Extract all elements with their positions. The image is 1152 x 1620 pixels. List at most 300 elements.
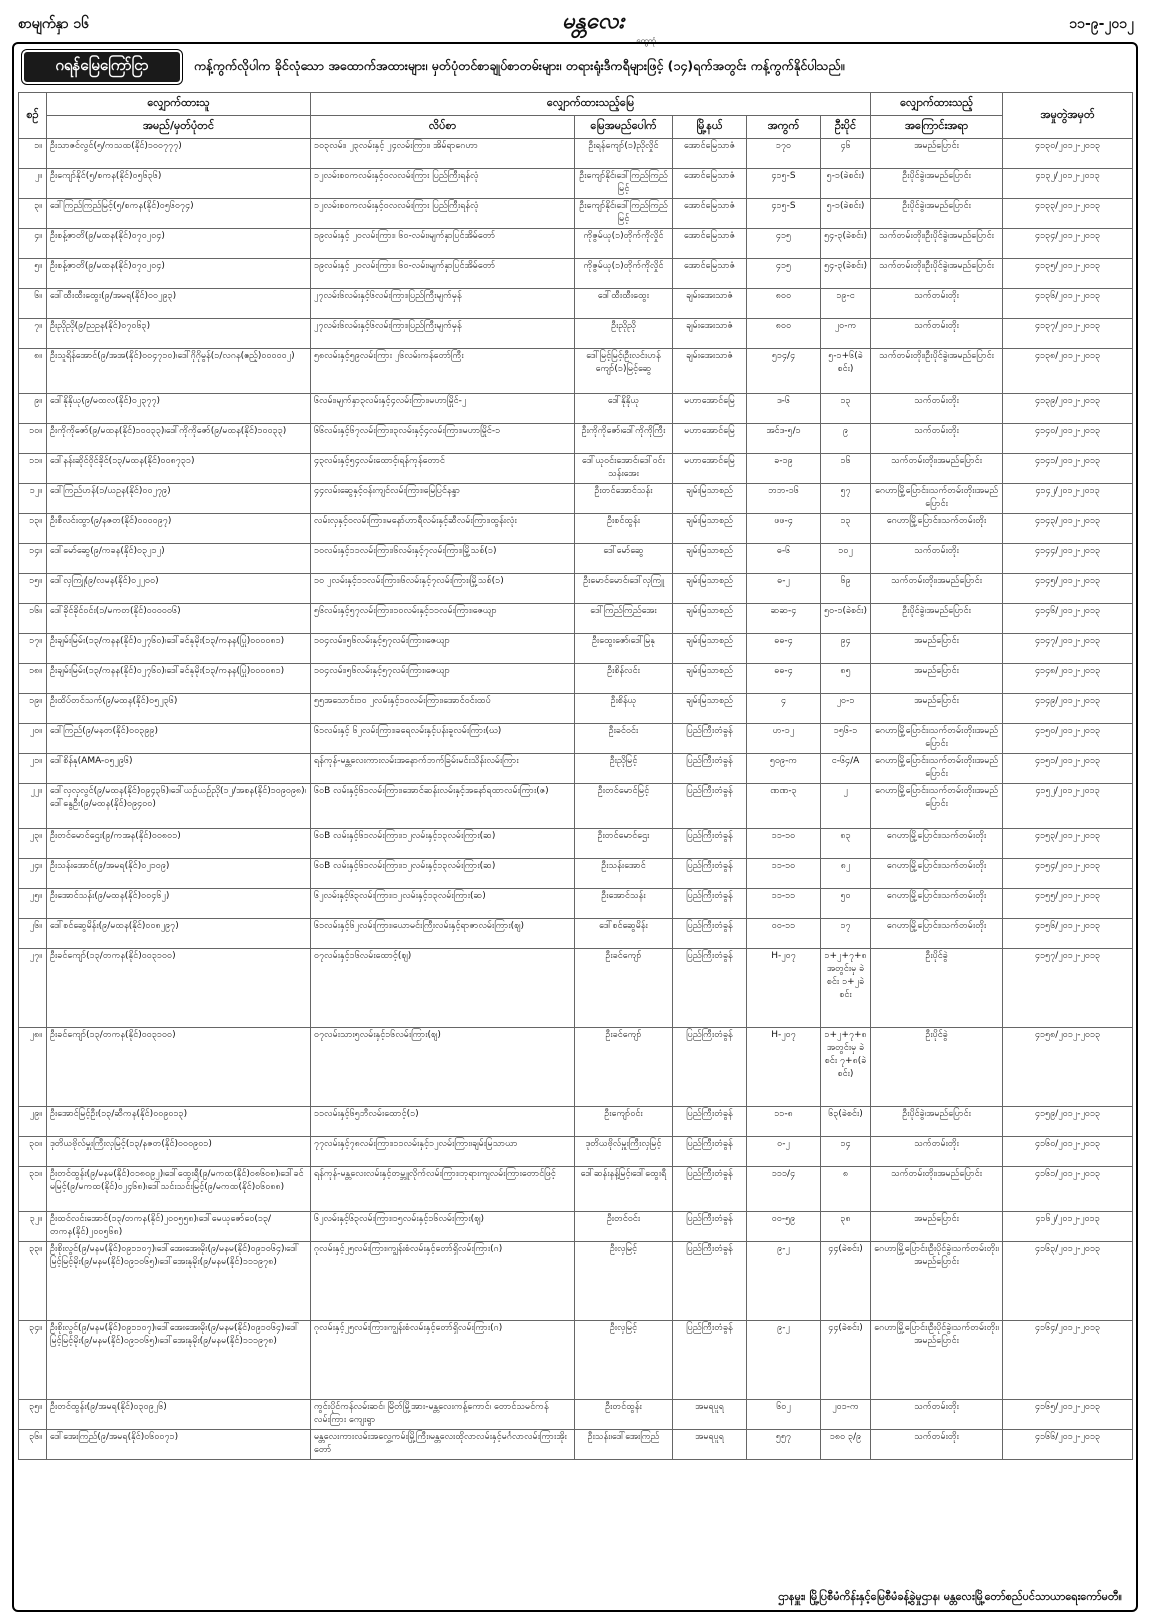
cell-row-number: ၃၃။ xyxy=(19,1242,47,1321)
cell-row-number: ၇။ xyxy=(19,319,47,349)
cell-land-owner: ဦးတင်အောင်သန်း xyxy=(575,484,673,514)
cell-row-number: ၂၀။ xyxy=(19,724,47,754)
cell-land-owner: ဒေါ်နိုနိုယု xyxy=(575,394,673,424)
cell-applicant-name: ဒေါ်လှလှလွင်(၉/မထန(နိုင်)၀၉၄၃၆)၊ဒေါ်ယဉ်ယဉ်ညို(၁၂/အစန(နိုင်)၁၀၉၀၉၈)၊ဒေါ်နွေဦး(၉/မထန(နိုင်)၀၉၄၀၀) xyxy=(47,784,311,829)
cell-plot-number: ၁၃ xyxy=(821,394,871,424)
cell-applicant-name: ဒေါ်အေးကြည်(၉/အမရ(နိုင်)၀၆၀၀၇၁) xyxy=(47,1430,311,1460)
cell-township: ချမ်းမြသာစည် xyxy=(673,664,747,694)
cell-block-number: ၀၀-၁၁ xyxy=(747,919,821,949)
cell-township: ပြည်ကြီးတံခွန် xyxy=(673,829,747,859)
col-file-header: အမှုတွဲအမှတ် xyxy=(1003,93,1133,139)
cell-reason: ဦးပိုင်ခွဲ xyxy=(871,1028,1003,1107)
page-header xyxy=(18,6,1134,45)
land-application-table xyxy=(18,92,1133,1460)
cell-row-number: ၂၆။ xyxy=(19,919,47,949)
cell-reason: ဂေဟာမြို့ပြောင်း၊သက်တမ်းတိုး xyxy=(871,829,1003,859)
cell-land-owner: ဒေါ်ယုဝင်းအောင်၊ဒေါ်ဝင်းသန်းအေး xyxy=(575,454,673,484)
cell-file-number: ၄၁၃၀/၂၀၁၂-၂၀၁၃ xyxy=(1003,139,1133,169)
cell-township: ချမ်းမြသာစည် xyxy=(673,574,747,604)
cell-address: ကွင်းပိုင်ကန်လမ်းဆင်၊ မြိတ်မြို့အား-မန္တလေးကန့်ကောင်၊ တောင်သမင်ကန်လမ်းကြား ကျေးရွာ xyxy=(311,1400,575,1430)
cell-applicant-name: ဦးညိုညို(၉/ညဥန(နိုင်)၀၇၀၆၃) xyxy=(47,319,311,349)
col-address-header: လိပ်စာ xyxy=(311,116,575,139)
cell-applicant-name: ဦးချမ်းမြမ်း(၁၃/ကနန(နိုင်)၀၂၇၆၀)၊ဒေါ်ခင်နုမိုး(၁၃/ကနန(ပြု)၀၀၀၀၈၁) xyxy=(47,664,311,694)
cell-applicant-name: ဦးသူရိန်အောင်(၉/အအ(နိုင်)၀၀၄၇၁၀)၊ဒေါ်ဂိုဂိုမွန်(၁/လဂန(ဧည့်)၀၀၀၀၀၂) xyxy=(47,349,311,394)
cell-reason: ဦးပိုင်ခွဲ၊အမည်ပြောင်း xyxy=(871,1107,1003,1137)
cell-reason: အမည်ပြောင်း xyxy=(871,694,1003,724)
cell-row-number: ၁၅။ xyxy=(19,574,47,604)
table-row xyxy=(19,859,1133,889)
cell-address: ၁၀လမ်းနှင့်၁၁လမ်းကြား၊၆လမ်းနှင့်၇လမ်းကြား၊မြို့သစ်(၁) xyxy=(311,544,575,574)
cell-file-number: ၄၁၄၉/၂၀၁၂-၂၀၁၃ xyxy=(1003,694,1133,724)
table-row xyxy=(19,199,1133,229)
notice-banner xyxy=(22,50,1128,86)
cell-row-number: ၁၈။ xyxy=(19,664,47,694)
footer-signature: ဌာနမှူး၊ မြို့ပြစီမံကိန်းနှင့်မြေစီမံခန့်ခွဲမှုဌာန၊ မန္တလေးမြို့တော်စည်ပင်သာယာရေးကော်မတီ။ xyxy=(778,1590,1122,1603)
cell-address: ရန်ကုန်-မန္တလေးကားလမ်းအနောက်ဘက်ခြမ်းမင်းသိန်းလမ်းကြား xyxy=(311,754,575,784)
cell-reason: သက်တမ်းတိုး၊ဦးပိုင်ခွဲ၊အမည်ပြောင်း xyxy=(871,229,1003,259)
page-number: စာမျက်နှာ ၁၆ xyxy=(18,16,90,32)
cell-address: ၂၇လမ်း၆လမ်းနှင့်၆လမ်းကြား၊ပြည်ကြီးမျက်မှန် xyxy=(311,289,575,319)
cell-reason: ဂေဟာမြို့ပြောင်း၊ဦးပိုင်ခွဲ၊သက်တမ်းတိုး၊အမည်ပြောင်း xyxy=(871,1242,1003,1321)
cell-township: အောင်မြေသာဇံ xyxy=(673,229,747,259)
cell-block-number: ၅၁၄/၄ xyxy=(747,349,821,394)
cell-applicant-name: ဦးကိုကိုဇော်(၉/မထန(နိုင်)၁၀၀၃၃)၊ဒေါ်ကိုကိုဇော်(၉/မထန(နိုင်)၁၀၀၃၃) xyxy=(47,424,311,454)
cell-township: ပြည်ကြီးတံခွန် xyxy=(673,1137,747,1167)
cell-file-number: ၄၁၃၇/၂၀၁၂-၂၀၁၃ xyxy=(1003,319,1133,349)
cell-reason: ဦးပိုင်ခွဲ၊အမည်ပြောင်း xyxy=(871,169,1003,199)
cell-reason: ဂေဟာမြို့ပြောင်း၊သက်တမ်းတိုး၊အမည်ပြောင်း xyxy=(871,784,1003,829)
cell-township: ပြည်ကြီးတံခွန် xyxy=(673,724,747,754)
table-row xyxy=(19,1212,1133,1242)
cell-block-number: H-၂၀၇ xyxy=(747,1028,821,1107)
cell-plot-number: ၈၂ xyxy=(821,859,871,889)
table-row xyxy=(19,259,1133,289)
cell-applicant-name: ဦးစန့်ဇာတိ(၉/မထန(နိုင်)၀၇၀၂၀၄) xyxy=(47,259,311,289)
table-row xyxy=(19,634,1133,664)
cell-row-number: ၂၃။ xyxy=(19,829,47,859)
table-row xyxy=(19,1430,1133,1460)
cell-file-number: ၄၁၃၂/၂၀၁၂-၂၀၁၃ xyxy=(1003,169,1133,199)
cell-applicant-name: ဦးအောင်မြင့်ဦး(၁၃/ဆီကန(နိုင်)၀၀၉၀၁၃) xyxy=(47,1107,311,1137)
table-row xyxy=(19,1107,1133,1137)
cell-block-number: ၄၁၅ xyxy=(747,259,821,289)
cell-applicant-name: ဦးခင်ကျော်(၁၃/တကန(နိုင်)၀၀၃၁၀၀) xyxy=(47,949,311,1028)
cell-reason: အမည်ပြောင်း xyxy=(871,139,1003,169)
cell-block-number: ၄ xyxy=(747,694,821,724)
cell-township: အမရပူရ xyxy=(673,1430,747,1460)
cell-block-number: ၁၁-၁၀ xyxy=(747,859,821,889)
cell-row-number: ၄။ xyxy=(19,229,47,259)
cell-block-number: ဓဓ-၄ xyxy=(747,664,821,694)
col-block-header: အကွက် xyxy=(747,116,821,139)
cell-block-number: ဘဘ-၁၆ xyxy=(747,484,821,514)
cell-land-owner: ဦးညိုညို xyxy=(575,319,673,349)
cell-row-number: ၂၉။ xyxy=(19,1107,47,1137)
cell-reason: ဂေဟာမြို့ပြောင်း၊သက်တမ်းတိုး၊အမည်ပြောင်း xyxy=(871,724,1003,754)
cell-township: အောင်မြေသာဇံ xyxy=(673,259,747,289)
cell-block-number: ၄၁၅ xyxy=(747,229,821,259)
cell-file-number: ၄၁၅၉/၂၀၁၂-၂၀၁၃ xyxy=(1003,1107,1133,1137)
cell-applicant-name: ဒေါ်မော်ဆွေ(၉/ကခန(နိုင်)၀၃၂၁၂) xyxy=(47,544,311,574)
cell-applicant-name: ဦးစိုးလွင်(၉/မနမ(နိုင်)၀၉၁၁၀၇)၊ဒေါ်အေးအေးမိုး(၉/မနမ(နိုင်)၀၉၁၀၆၄)၊ဒေါ်မြင့်မြင့်မိုး(၉/မနမ(နိုင်)၀၉၁၀၆၅)၊ဒေါ်အေးနုမိုး(၉/မနမ(နိုင်)၁၁၁၉၇၈) xyxy=(47,1242,311,1321)
cell-township: ပြည်ကြီးတံခွန် xyxy=(673,919,747,949)
cell-applicant-name: ဦးစိုးလွင်(၉/မနမ(နိုင်)၀၉၁၁၀၇)၊ဒေါ်အေးအေးမိုး(၉/မနမ(နိုင်)၀၉၁၀၆၄)၊ဒေါ်မြင့်မြင့်မိုး(၉/မနမ(နိုင်)၀၉၁၀၆၅)၊ဒေါ်အေးနုမိုး(၉/မနမ(နိုင်)၁၁၁၉၇၈) xyxy=(47,1321,311,1400)
cell-applicant-name: ဒေါ်ကြည်(၉/မနတ(နိုင်)၀၀၃၉၉) xyxy=(47,724,311,754)
cell-plot-number: ၉ xyxy=(821,424,871,454)
cell-reason: သက်တမ်းတိုး xyxy=(871,1430,1003,1460)
table-row xyxy=(19,1321,1133,1400)
cell-reason: အမည်ပြောင်း xyxy=(871,1212,1003,1242)
cell-township: ပြည်ကြီးတံခွန် xyxy=(673,1242,747,1321)
cell-reason: သက်တမ်းတိုး xyxy=(871,289,1003,319)
cell-applicant-name: ဦးထင်လင်းအောင်(၁၃/တကန(နိုင်)၂၀၀၅၅၈)၊ဒေါ်မေယုဇော်ဝေ(၁၃/တကန(နိုင်)၂၀၀၅၆၈) xyxy=(47,1212,311,1242)
cell-block-number: ၀၀-၅၉ xyxy=(747,1212,821,1242)
cell-row-number: ၂၁။ xyxy=(19,754,47,784)
table-row xyxy=(19,394,1133,424)
cell-reason: သက်တမ်းတိုး xyxy=(871,1400,1003,1430)
cell-address: ၆လမ်း၊မျက်နှာ၃လမ်းနှင့်၄လမ်းကြား၊မဟာမြိုင်-၂ xyxy=(311,394,575,424)
cell-address: ၀၇လမ်းနှင့်၁၆လမ်းထောင့်(ဈ) xyxy=(311,949,575,1028)
cell-plot-number: ၂ xyxy=(821,784,871,829)
cell-block-number: H-၂၀၇ xyxy=(747,949,821,1028)
cell-address: ၆၁လမ်းနှင့် ၆၂လမ်းကြား၊ခရေလမ်းနှင့်ပန်းခူလမ်းကြား(ဃ) xyxy=(311,724,575,754)
cell-row-number: ၉။ xyxy=(19,394,47,424)
cell-block-number: ၆၀၂ xyxy=(747,1400,821,1430)
cell-block-number: အင်ဒ-၅/၁ xyxy=(747,424,821,454)
table-row xyxy=(19,574,1133,604)
col-plot-header: ဦးပိုင် xyxy=(821,116,871,139)
cell-land-owner: ဦးရန်ကျော်(၁)ညိုလှိုင် xyxy=(575,139,673,169)
cell-land-owner: ဦးခင်ဝင်း xyxy=(575,724,673,754)
cell-plot-number: ၁၈၀ ၃/၉ xyxy=(821,1430,871,1460)
cell-address: ၆၀B လမ်းနှင့်၆၁လမ်းကြား၊အောင်ဆန်းလမ်းနှင့်အနော်ရထာလမ်းကြား(ဇ) xyxy=(311,784,575,829)
cell-file-number: ၄၁၅၇/၂၀၁၂-၂၀၁၃ xyxy=(1003,949,1133,1028)
cell-reason: သက်တမ်းတိုး၊အမည်ပြောင်း xyxy=(871,454,1003,484)
cell-land-owner: ဦးတင်မောင်ဌေး xyxy=(575,829,673,859)
cell-file-number: ၄၁၆၁/၂၀၁၂-၂၀၁၃ xyxy=(1003,1167,1133,1212)
cell-land-owner: ကိုဇွမ်ယု(၁)တိုက်ကိုလှိုင် xyxy=(575,259,673,289)
cell-plot-number: ၁၅၆-၁ xyxy=(821,724,871,754)
cell-plot-number: ၅၀ xyxy=(821,889,871,919)
cell-applicant-name: ဦးတင်ထွန်း(၉/အမရ(နိုင်)၀၃၀၉၂၆) xyxy=(47,1400,311,1430)
col-township-header: မြို့နယ် xyxy=(673,116,747,139)
cell-row-number: ၂၅။ xyxy=(19,889,47,919)
table-row xyxy=(19,724,1133,754)
cell-block-number: ၉-၂ xyxy=(747,1242,821,1321)
cell-block-number: ဖဖ-၄ xyxy=(747,514,821,544)
table-row xyxy=(19,829,1133,859)
cell-township: ပြည်ကြီးတံခွန် xyxy=(673,754,747,784)
cell-address: မန္တလေးကားလမ်းအလွှေ့ကမ်းမြို့ကြီး၊မန္တလေးထိုလာလမ်းနှင့်မင်္ဂလာလမ်းကြားအိုးတော် xyxy=(311,1430,575,1460)
cell-plot-number: ၁၉-င xyxy=(821,289,871,319)
cell-row-number: ၁၀။ xyxy=(19,424,47,454)
cell-block-number: ၁၁၁/၄ xyxy=(747,1167,821,1212)
cell-address: ၁၀၄လမ်း၊၅၆လမ်းနှင့်၅၇လမ်းကြား၊ဇေယျာ xyxy=(311,634,575,664)
cell-address: ၁၀၄လမ်း၊၅၆လမ်းနှင့်၅၇လမ်းကြား၊ဇေယျာ xyxy=(311,664,575,694)
cell-land-owner: ဦးတင်ဝင်း xyxy=(575,1212,673,1242)
cell-land-owner: ဦးခင်ကျော် xyxy=(575,949,673,1028)
cell-address: ၄၃လမ်းနှင့်၅၄လမ်းထောင့်၊ရန်ကုန်တောင် xyxy=(311,454,575,484)
cell-plot-number: ၁+၂+၇+၈ အတွင်းမှ ခဲစင်း ၇+၈(ခဲစင်း) xyxy=(821,1028,871,1107)
cell-reason: အမည်ပြောင်း xyxy=(871,664,1003,694)
cell-file-number: ၄၁၃၆/၂၀၁၂-၂၀၁၃ xyxy=(1003,289,1133,319)
cell-block-number: ၁၁-၁၁ xyxy=(747,889,821,919)
cell-land-owner: ဒေါ်ကြည်ကြည်အေး xyxy=(575,604,673,634)
cell-township: ပြည်ကြီးတံခွန် xyxy=(673,1167,747,1212)
cell-file-number: ၄၁၅၅/၂၀၁၂-၂၀၁၃ xyxy=(1003,889,1133,919)
cell-township: ပြည်ကြီးတံခွန် xyxy=(673,1107,747,1137)
cell-plot-number: ၂၀-က xyxy=(821,319,871,349)
cell-address: ၆၂လမ်းနှင့်၆၃လမ်းကြား၊၁၅လမ်းနှင့်၁၆လမ်းကြား(ဈ) xyxy=(311,1212,575,1242)
table-row xyxy=(19,454,1133,484)
cell-file-number: ၄၁၄၃/၂၀၁၂-၂၀၁၃ xyxy=(1003,514,1133,544)
cell-file-number: ၄၁၅၁/၂၀၁၂-၂၀၁၃ xyxy=(1003,754,1133,784)
cell-row-number: ၁။ xyxy=(19,139,47,169)
table-row xyxy=(19,754,1133,784)
cell-file-number: ၄၁၄၁/၂၀၁၂-၂၀၁၃ xyxy=(1003,454,1133,484)
cell-address: ၁၉လမ်းနှင့် ၂၀လမ်းကြား၊ ၆၀-လမ်း၊မျက်နှာပြင်အိမ်တော် xyxy=(311,229,575,259)
cell-file-number: ၄၁၃၃/၂၀၁၂-၂၀၁၃ xyxy=(1003,199,1133,229)
cell-land-owner: ဦးစင်ထွန်း xyxy=(575,514,673,544)
cell-block-number: ၄၁၅-S xyxy=(747,169,821,199)
table-row xyxy=(19,1028,1133,1107)
cell-address: ဂုလမ်းနှင့်၂၅လမ်းကြား၊ကျွန်းစံလမ်းနှင့်တော်ရှိလမ်းကြား(ဂ) xyxy=(311,1321,575,1400)
cell-file-number: ၄၁၆၄/၂၀၁၂-၂၀၁၃ xyxy=(1003,1321,1133,1400)
cell-block-number: ဆဆ-၄ xyxy=(747,604,821,634)
table-row xyxy=(19,319,1133,349)
objection-notice: ကန့်ကွက်လိုပါက ခိုင်လုံသော အထောက်အထားများ၊ မှတ်ပုံတင်စာချုပ်စာတမ်းများ၊ တရားရုံးဒီကရီများဖြင့် (၁၄)ရက်အတွင်း ကန့်ကွက်နိုင်ပါသည်။ xyxy=(194,58,845,73)
cell-reason: သက်တမ်းတိုး၊ဦးပိုင်ခွဲ၊အမည်ပြောင်း xyxy=(871,349,1003,394)
cell-land-owner: ဦးတင်ထွန်း xyxy=(575,1400,673,1430)
cell-row-number: ၃၄။ xyxy=(19,1321,47,1400)
cell-applicant-name: ဦးသာဇင်လွင်(၅/ကသထ(နိုင်)၁၀၀၇၇၇) xyxy=(47,139,311,169)
cell-township: အောင်မြေသာဇံ xyxy=(673,199,747,229)
cell-block-number: ၅၀၉-က xyxy=(747,754,821,784)
cell-plot-number: ၁၃ xyxy=(821,514,871,544)
cell-reason: သက်တမ်းတိုး၊ဦးပိုင်ခွဲ၊အမည်ပြောင်း xyxy=(871,259,1003,289)
cell-file-number: ၄၁၄၂/၂၀၁၂-၂၀၁၃ xyxy=(1003,484,1133,514)
col-reason-top-header: လျှောက်ထားသည့် xyxy=(871,93,1003,116)
cell-township: ချမ်းမြသာစည် xyxy=(673,604,747,634)
cell-township: အောင်မြေသာဇံ xyxy=(673,139,747,169)
cell-address: ၁၉လမ်းနှင့် ၂၀လမ်းကြား၊ ၆၀-လမ်း၊မျက်နှာပြင်အိမ်တော် xyxy=(311,259,575,289)
cell-plot-number: ၂၀-၁ xyxy=(821,694,871,724)
cell-township: ချမ်းမြသာစည် xyxy=(673,694,747,724)
cell-land-owner: ကိုဇွမ်ယု(၁)တိုက်ကိုလှိုင် xyxy=(575,229,673,259)
cell-applicant-name: ဒေါ်နန်းဆိုင်ဝိုင်ခိုင်(၁၃/မထန(နိုင်)၀၀၈၇၃၁) xyxy=(47,454,311,484)
cell-plot-number: ၈ xyxy=(821,1167,871,1212)
cell-land-owner: ဦးလှမြင့် xyxy=(575,1321,673,1400)
cell-address: ၅၆လမ်းနှင့်၅၇လမ်းကြား၊၁၀လမ်းနှင့်၁၁လမ်းကြား၊ဇေယျာ xyxy=(311,604,575,634)
cell-row-number: ၃၂။ xyxy=(19,1212,47,1242)
cell-township: ပြည်ကြီးတံခွန် xyxy=(673,889,747,919)
cell-reason: သက်တမ်းတိုး xyxy=(871,394,1003,424)
cell-block-number: ၅၅၇ xyxy=(747,1430,821,1460)
cell-plot-number: ၄၄(ခဲစင်း) xyxy=(821,1242,871,1321)
cell-file-number: ၄၁၄၆/၂၀၁၂-၂၀၁၃ xyxy=(1003,604,1133,634)
cell-file-number: ၄၁၄၈/၂၀၁၂-၂၀၁၃ xyxy=(1003,664,1133,694)
cell-block-number: ဏဏ-၃ xyxy=(747,784,821,829)
cell-land-owner: ဒေါ်မြင့်မြင့်၊ဦးလင်းဟန်ကျော်(၁)မြင့်ဆွေ xyxy=(575,349,673,394)
table-row xyxy=(19,664,1133,694)
cell-applicant-name: ဒုတိယဗိုလ်မှူးကြီးလှမြင့်(၁၃/နဇတ(နိုင်)၀၀၀၉၀၁) xyxy=(47,1137,311,1167)
cell-reason: ဦးပိုင်ခွဲ၊အမည်ပြောင်း xyxy=(871,199,1003,229)
cell-township: ပြည်ကြီးတံခွန် xyxy=(673,1028,747,1107)
issue-date: ၁၁-၉-၂၀၁၂ xyxy=(1069,16,1134,32)
category-badge: ဂရန်မြေကြော်ငြာ xyxy=(22,50,182,84)
cell-land-owner: ဒေါ်ဆန်းနန့်မြင့်၊ဒေါ်ထွေးရီ xyxy=(575,1167,673,1212)
cell-row-number: ၆။ xyxy=(19,289,47,319)
cell-row-number: ၂၇။ xyxy=(19,949,47,1028)
cell-row-number: ၃၆။ xyxy=(19,1430,47,1460)
cell-block-number: ဓ-၂ xyxy=(747,574,821,604)
cell-applicant-name: ဒေါ်ကြည်ဟန်(၁/ယဥန(နိုင်)၀၀၂၇၉) xyxy=(47,484,311,514)
cell-address: ၁၀ ၂လမ်းနှင့်၁၁လမ်းကြား၊၆လမ်းနှင့်၇လမ်းကြား၊မြို့သစ်(၁) xyxy=(311,574,575,604)
cell-applicant-name: ဦးစီလင်းထွာ(၉/နဇတ(နိုင်)၀၀၀၀၉၇) xyxy=(47,514,311,544)
col-applicant-header: လျှောက်ထားသူ xyxy=(47,93,311,116)
cell-township: ချမ်းမြသာစည် xyxy=(673,544,747,574)
cell-plot-number: င-၆၄/A xyxy=(821,754,871,784)
notice-frame xyxy=(12,42,1138,1612)
cell-plot-number: ၅၄-၃(ခဲစင်း) xyxy=(821,259,871,289)
col-no-header: စဉ် xyxy=(19,93,47,139)
cell-township: မဟာအောင်မြေ xyxy=(673,424,747,454)
cell-applicant-name: ဒေါ်နိုနိုယု(၉/မထလ(နိုင်)၀၂၃၇၇) xyxy=(47,394,311,424)
cell-township: ချမ်းအေးသာဇံ xyxy=(673,349,747,394)
cell-file-number: ၄၁၃၄/၂၀၁၂-၂၀၁၃ xyxy=(1003,229,1133,259)
cell-block-number: ၄၁၅-S xyxy=(747,199,821,229)
cell-row-number: ၂။ xyxy=(19,169,47,199)
cell-reason: အမည်ပြောင်း xyxy=(871,634,1003,664)
cell-reason: ဂေဟာမြို့ပြောင်း၊သက်တမ်းတိုး၊အမည်ပြောင်း xyxy=(871,484,1003,514)
cell-address: ၄၄လမ်းဆွေနှင့်ဝန်းကျင်လမ်းကြား၊မြေပြင်နန္ဒာ xyxy=(311,484,575,514)
cell-land-owner: ဦးခင်ကျော် xyxy=(575,1028,673,1107)
col-name-header: အမည်/မှတ်ပုံတင် xyxy=(47,116,311,139)
cell-file-number: ၄၁၃၉/၂၀၁၂-၂၀၁၃ xyxy=(1003,394,1133,424)
cell-block-number: ၀-၂ xyxy=(747,1137,821,1167)
cell-reason: ဂေဟာမြို့ပြောင်း၊သက်တမ်းတိုး xyxy=(871,514,1003,544)
cell-reason: ဂေဟာမြို့ပြောင်း၊သက်တမ်းတိုး၊အမည်ပြောင်း xyxy=(871,754,1003,784)
cell-row-number: ၁၆။ xyxy=(19,604,47,634)
cell-file-number: ၄၁၆၀/၂၀၁၂-၂၀၁၃ xyxy=(1003,1137,1133,1167)
cell-row-number: ၃၁။ xyxy=(19,1167,47,1212)
cell-plot-number: ၄၄(ခဲစင်း) xyxy=(821,1321,871,1400)
cell-file-number: ၄၁၄၄/၂၀၁၂-၂၀၁၃ xyxy=(1003,544,1133,574)
cell-address: ၀၇လမ်းသား၅လမ်းနှင့်၁၆လမ်းကြား(ဈ) xyxy=(311,1028,575,1107)
cell-block-number: ဟ-၁၂ xyxy=(747,724,821,754)
table-body xyxy=(19,139,1133,1460)
cell-block-number: ဓဓ-၄ xyxy=(747,634,821,664)
cell-land-owner: ဒေါ်စင်ဆွေမိန်း xyxy=(575,919,673,949)
cell-reason: ဂေဟာမြို့ပြောင်း၊ဦးပိုင်ခွဲ၊သက်တမ်းတိုး၊အမည်ပြောင်း xyxy=(871,1321,1003,1400)
cell-township: ချမ်းမြသာစည် xyxy=(673,514,747,544)
cell-plot-number: ၁၄ xyxy=(821,1137,871,1167)
cell-row-number: ၃၅။ xyxy=(19,1400,47,1430)
cell-applicant-name: ဦးခင်ကျော်(၁၃/တကန(နိုင်)၀၀၃၁၀၀) xyxy=(47,1028,311,1107)
cell-reason: ဂေဟာမြို့ပြောင်း၊သက်တမ်းတိုး xyxy=(871,919,1003,949)
cell-plot-number: ၂၀၁-က xyxy=(821,1400,871,1430)
cell-plot-number: ၅၄-၃(ခဲစင်း) xyxy=(821,229,871,259)
cell-township: အမရပူရ xyxy=(673,1400,747,1430)
cell-block-number: ၈၀၀ xyxy=(747,319,821,349)
cell-address: ၆၆လမ်းနှင့်၆၇လမ်းကြား၊၃လမ်းနှင့်၄လမ်းကြား၊မဟာမြိုင်-၁ xyxy=(311,424,575,454)
cell-land-owner: ဦးကျော်နိုင်၊ဒေါ်ကြည်ကြည်မြင့် xyxy=(575,169,673,199)
cell-applicant-name: ဦးချမ်းမြမ်း(၁၃/ကနန(နိုင်)၀၂၇၆၀)၊ဒေါ်ခင်နုမိုး(၁၃/ကနန(ပြု)၀၀၀၀၈၁) xyxy=(47,634,311,664)
cell-address: ၁၂လမ်းစ၀ကလမ်းနှင့်၀လလမ်းကြား ပြည်ကြီးရန်လုံ xyxy=(311,199,575,229)
cell-plot-number: ၁၆ xyxy=(821,454,871,484)
cell-file-number: ၄၁၅၈/၂၀၁၂-၂၀၁၃ xyxy=(1003,1028,1133,1107)
cell-block-number: ၁၁-၁၀ xyxy=(747,829,821,859)
cell-address: ၁၁လမ်းနှင့်၆၅ဘီလမ်းထောင့်(၁) xyxy=(311,1107,575,1137)
cell-file-number: ၄၁၆၃/၂၀၁၂-၂၀၁၃ xyxy=(1003,1242,1133,1321)
cell-applicant-name: ဒေါ်စိန်နု(AMA-၀၅၂၉၆) xyxy=(47,754,311,784)
cell-address: ၅၅အသောင်း၁၀ ၂လမ်းနှင့်၁၀လမ်းကြား၊အောင်ဝင်းထပ် xyxy=(311,694,575,724)
cell-row-number: ၁၉။ xyxy=(19,694,47,724)
cell-file-number: ၄၁၄၅/၂၀၁၂-၂၀၁၃ xyxy=(1003,574,1133,604)
cell-reason: ဦးပိုင်ခွဲ xyxy=(871,949,1003,1028)
cell-file-number: ၄၁၆၂/၂၀၁၂-၂၀၁၃ xyxy=(1003,1212,1133,1242)
table-row xyxy=(19,349,1133,394)
cell-plot-number: ၅-၁(ခဲစင်း) xyxy=(821,199,871,229)
cell-township: မဟာအောင်မြေ xyxy=(673,454,747,484)
cell-plot-number: ၅-၁(ခဲစင်း) xyxy=(821,169,871,199)
cell-plot-number: ၉၄ xyxy=(821,634,871,664)
cell-row-number: ၁၁။ xyxy=(19,454,47,484)
table-row xyxy=(19,229,1133,259)
masthead-title: မန္တလေး xyxy=(561,9,625,34)
table-row xyxy=(19,1400,1133,1430)
table-row xyxy=(19,1242,1133,1321)
table-row xyxy=(19,514,1133,544)
table-row xyxy=(19,544,1133,574)
cell-block-number: ဓ-၆ xyxy=(747,544,821,574)
cell-applicant-name: ဒေါ်ထီးထီးထွေး(၉/အမရ(နိုင်)၀၀၂၉၃) xyxy=(47,289,311,319)
cell-township: ပြည်ကြီးတံခွန် xyxy=(673,784,747,829)
cell-address: ၅၈လမ်းနှင့်၅၉လမ်းကြား ၂၆လမ်းကန်တော်ကြီး xyxy=(311,349,575,394)
cell-file-number: ၄၁၅၆/၂၀၁၂-၂၀၁၃ xyxy=(1003,919,1133,949)
cell-applicant-name: ဦးတင်ထွန်း(၉/မနမ(နိုင်)၀၁၈၀၉၂)၊ဒေါ်ထွေးရီ(၉/မကထ(နိုင်)၀၈၆၀၈)၊ဒေါ်ခင်မမြင့်(၉/မကထ(နိုင်)၀၂၄၆၈)၊ဒေါ်သင်းသင်းမြင့်(၉/မကထ(နိုင်)၀၆၀၈၈) xyxy=(47,1167,311,1212)
cell-plot-number: ၈၃ xyxy=(821,829,871,859)
cell-applicant-name: ဒေါ်ခိုင်ခိုင်ဝင်း(၁/မကတ(နိုင်)၀၀၀၀၀၆) xyxy=(47,604,311,634)
cell-reason: သက်တမ်းတိုး xyxy=(871,424,1003,454)
col-land-header: လျှောက်ထားသည့်မြေ xyxy=(311,93,871,116)
table-header-top xyxy=(19,93,1133,116)
cell-row-number: ၂၂။ xyxy=(19,784,47,829)
cell-plot-number: ၄၆ xyxy=(821,139,871,169)
cell-row-number: ၁၃။ xyxy=(19,514,47,544)
cell-land-owner: ဒေါ်မော်ဆွေ xyxy=(575,544,673,574)
table-row xyxy=(19,289,1133,319)
cell-row-number: ၃။ xyxy=(19,199,47,229)
cell-plot-number: ၅-၁+၆(ခဲစင်း) xyxy=(821,349,871,394)
cell-applicant-name: ဦးစန့်ဇာတိ(၉/မထန(နိုင်)၀၇၀၂၀၄) xyxy=(47,229,311,259)
cell-file-number: ၄၁၅၃/၂၀၁၂-၂၀၁၃ xyxy=(1003,829,1133,859)
cell-reason: ဦးပိုင်ခွဲ၊အမည်ပြောင်း xyxy=(871,604,1003,634)
table-row xyxy=(19,694,1133,724)
cell-land-owner: ဦးကျော်နိုင်၊ဒေါ်ကြည်ကြည်မြင့် xyxy=(575,199,673,229)
table-row xyxy=(19,949,1133,1028)
cell-land-owner: ဦးတင်မောင်မြင့် xyxy=(575,784,673,829)
cell-row-number: ၃၀။ xyxy=(19,1137,47,1167)
cell-plot-number: ၆၃(ခဲစင်း) xyxy=(821,1107,871,1137)
cell-township: ချမ်းအေးသာဇံ xyxy=(673,289,747,319)
cell-township: ချမ်းမြသာစည် xyxy=(673,634,747,664)
cell-reason: ဂေဟာမြို့ပြောင်း၊သက်တမ်းတိုး xyxy=(871,859,1003,889)
cell-land-owner: ဦးစိန်ယု xyxy=(575,694,673,724)
table-row xyxy=(19,1167,1133,1212)
cell-township: ချမ်းအေးသာဇံ xyxy=(673,319,747,349)
cell-address: ၁၂လမ်းစ၀ကလမ်းနှင့်၀လလမ်းကြား ပြည်ကြီးရန်လုံ xyxy=(311,169,575,199)
